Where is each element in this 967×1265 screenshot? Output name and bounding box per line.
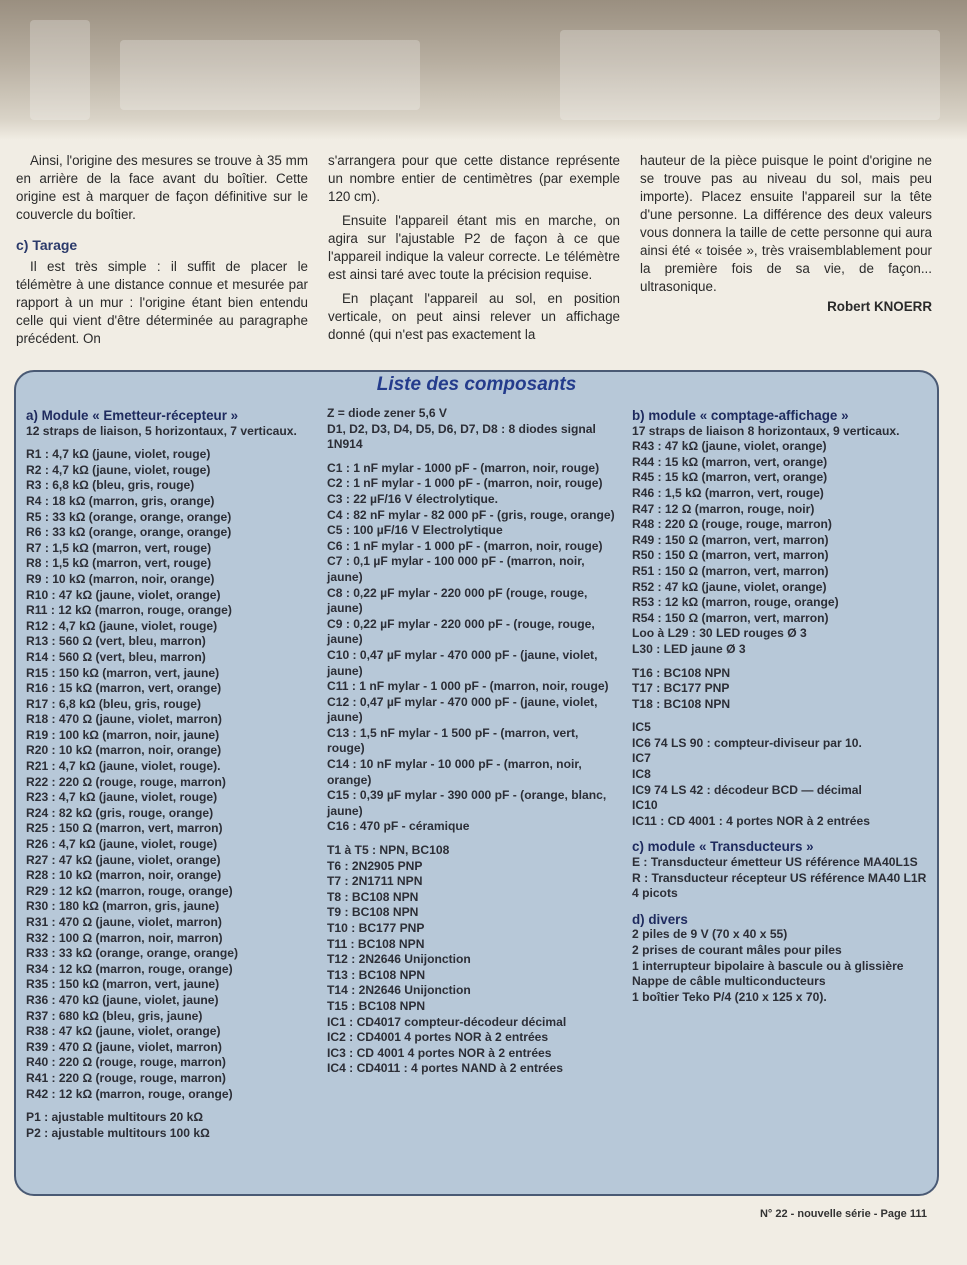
- component-line: R1 : 4,7 kΩ (jaune, violet, rouge): [26, 447, 211, 462]
- article-column-3: [640, 152, 932, 316]
- component-line: 1 interrupteur bipolaire à bascule ou à glissière: [632, 958, 904, 973]
- component-line: IC8: [632, 767, 651, 782]
- component-line: T15 : BC108 NPN: [327, 998, 426, 1013]
- component-line: Z = diode zener 5,6 V: [327, 406, 447, 420]
- component-line: R25 : 150 Ω (marron, vert, marron): [26, 821, 223, 836]
- author: Robert KNOERR: [827, 299, 932, 314]
- component-line: T11 : BC108 NPN: [327, 936, 425, 951]
- component-line: R46 : 1,5 kΩ (marron, vert, rouge): [632, 485, 824, 500]
- component-line: R50 : 150 Ω (marron, vert, marron): [632, 548, 829, 563]
- component-line: IC5: [632, 720, 651, 735]
- component-line: R45 : 15 kΩ (marron, vert, orange): [632, 470, 828, 485]
- component-line: 2 piles de 9 V (70 x 40 x 55): [632, 927, 788, 942]
- spacer: [26, 439, 311, 447]
- component-line: R28 : 10 kΩ (marron, noir, orange): [26, 868, 222, 883]
- component-line: T8 : BC108 NPN: [327, 889, 419, 904]
- component-line: R39 : 470 Ω (jaune, violet, marron): [26, 1039, 222, 1054]
- component-line: C5 : 100 µF/16 V Electrolytique: [327, 523, 503, 538]
- paragraph: hauteur de la pièce puisque le point d'origine ne se trouve pas au niveau du sol, mais peu importe). Placez ensuite l'appareil sur la tête d'une personne. La différence des deux valeurs vous donnera la taille de cette personne qui aura ainsi été « toisée », très vraisemblablement pour la première fois de sa vie, de façon... ultrasonique.: [640, 153, 932, 294]
- component-line: R47 : 12 Ω (marron, rouge, noir): [632, 501, 815, 516]
- component-line: R54 : 150 Ω (marron, vert, marron): [632, 610, 829, 625]
- component-line: R34 : 12 kΩ (marron, rouge, orange): [26, 961, 233, 976]
- component-line: P1 : ajustable multitours 20 kΩ: [26, 1110, 204, 1125]
- article-column-1: [16, 152, 308, 348]
- component-line: R16 : 15 kΩ (marron, vert, orange): [26, 681, 222, 696]
- component-line: R41 : 220 Ω (rouge, rouge, marron): [26, 1070, 226, 1085]
- component-line: Loo à L29 : 30 LED rouges Ø 3: [632, 626, 807, 641]
- component-line: R8 : 1,5 kΩ (marron, vert, rouge): [26, 556, 212, 571]
- component-line: IC4 : CD4011 : 4 portes NAND à 2 entrées: [327, 1061, 563, 1076]
- section-heading: d) divers: [632, 911, 688, 927]
- component-line: R10 : 47 kΩ (jaune, violet, orange): [26, 587, 221, 602]
- component-line: C7 : 0,1 µF mylar - 100 000 pF - (marron, noir, jaune): [327, 554, 585, 584]
- component-line: D1, D2, D3, D4, D5, D6, D7, D8 : 8 diodes signal 1N914: [327, 421, 596, 452]
- spacer: [632, 658, 928, 666]
- component-line: R5 : 33 kΩ (orange, orange, orange): [26, 509, 232, 524]
- component-line: R3 : 6,8 kΩ (bleu, gris, rouge): [26, 478, 195, 493]
- page-footer: N° 22 - nouvelle série - Page 111: [759, 1208, 927, 1220]
- component-line: R43 : 47 kΩ (jaune, violet, orange): [632, 439, 827, 454]
- component-line: T10 : BC177 PNP: [327, 921, 425, 935]
- component-line: T7 : 2N1711 NPN: [327, 874, 423, 889]
- component-line: C15 : 0,39 µF mylar - 390 000 pF - (orange, blanc, jaune): [327, 788, 607, 818]
- component-line: R : Transducteur récepteur US référence MA40 L1R: [632, 870, 927, 885]
- component-line: T13 : BC108 NPN: [327, 967, 426, 982]
- component-line: R27 : 47 kΩ (jaune, violet, orange): [26, 852, 221, 867]
- component-line: IC2 : CD4001 4 portes NOR à 2 entrées: [327, 1030, 549, 1045]
- component-line: R42 : 12 kΩ (marron, rouge, orange): [26, 1086, 233, 1101]
- component-line: C1 : 1 nF mylar - 1000 pF - (marron, noir, rouge): [327, 460, 600, 475]
- component-line: R22 : 220 Ω (rouge, rouge, marron): [26, 774, 226, 789]
- component-list: [327, 406, 619, 1077]
- component-line: C14 : 10 nF mylar - 10 000 pF - (marron, noir, orange): [327, 757, 582, 787]
- component-line: C9 : 0,22 µF mylar - 220 000 pF - (rouge, rouge, jaune): [327, 616, 595, 647]
- components-panel: [14, 370, 939, 1196]
- component-line: T12 : 2N2646 Unijonction: [327, 952, 471, 967]
- component-line: 1 boîtier Teko P/4 (210 x 125 x 70).: [632, 989, 827, 1004]
- component-line: T16 : BC108 NPN: [632, 665, 731, 680]
- component-line: C8 : 0,22 µF mylar - 220 000 pF (rouge, rouge, jaune): [327, 585, 588, 616]
- component-list: [632, 424, 928, 830]
- component-line: T9 : BC108 NPN: [327, 905, 419, 920]
- component-line: R29 : 12 kΩ (marron, rouge, orange): [26, 883, 233, 898]
- component-line: R53 : 12 kΩ (marron, rouge, orange): [632, 595, 839, 610]
- component-line: R36 : 470 kΩ (jaune, violet, jaune): [26, 992, 219, 1007]
- component-line: R21 : 4,7 kΩ (jaune, violet, rouge).: [26, 759, 221, 774]
- component-line: C16 : 470 pF - céramique: [327, 819, 470, 834]
- component-line: R4 : 18 kΩ (marron, gris, orange): [26, 493, 215, 508]
- component-line: T1 à T5 : NPN, BC108: [327, 843, 450, 858]
- top-photo: [0, 0, 967, 140]
- component-line: R18 : 470 Ω (jaune, violet, marron): [26, 712, 222, 727]
- section-heading: c) Tarage: [16, 237, 78, 253]
- component-line: IC3 : CD 4001 4 portes NOR à 2 entrées: [327, 1045, 552, 1060]
- component-line: R51 : 150 Ω (marron, vert, marron): [632, 563, 829, 578]
- component-line: IC7: [632, 751, 651, 766]
- component-line: R38 : 47 kΩ (jaune, violet, orange): [26, 1024, 221, 1039]
- component-line: T6 : 2N2905 PNP: [327, 858, 423, 873]
- component-line: R40 : 220 Ω (rouge, rouge, marron): [26, 1055, 226, 1070]
- component-line: C2 : 1 nF mylar - 1 000 pF - (marron, noir, rouge): [327, 476, 603, 491]
- component-line: R19 : 100 kΩ (marron, noir, jaune): [26, 727, 220, 742]
- component-line: IC6 74 LS 90 : compteur-diviseur par 10.: [632, 735, 862, 750]
- section-heading: a) Module « Emetteur-récepteur »: [26, 408, 239, 423]
- component-line: R30 : 180 kΩ (marron, gris, jaune): [26, 899, 220, 914]
- component-line: IC11 : CD 4001 : 4 portes NOR à 2 entrées: [632, 813, 870, 828]
- component-line: R7 : 1,5 kΩ (marron, vert, rouge): [26, 540, 212, 555]
- component-line: R48 : 220 Ω (rouge, rouge, marron): [632, 517, 832, 532]
- component-line: R32 : 100 Ω (marron, noir, marron): [26, 930, 223, 945]
- component-list: [632, 927, 928, 1005]
- paragraph: Ensuite l'appareil étant mis en marche, on agira sur l'ajustable P2 de façon à ce que l'appareil indique la valeur correcte. Le télémètre est ainsi taré avec toute la précision requise.: [328, 213, 620, 282]
- component-line: T14 : 2N2646 Unijonction: [327, 983, 471, 998]
- panel-column-3: [632, 406, 928, 1005]
- section-heading: b) module « comptage-affichage »: [632, 408, 849, 423]
- component-list: [632, 855, 928, 902]
- component-line: R11 : 12 kΩ (marron, rouge, orange): [26, 603, 232, 618]
- component-line: R52 : 47 kΩ (jaune, violet, orange): [632, 579, 827, 594]
- component-line: R6 : 33 kΩ (orange, orange, orange): [26, 525, 232, 540]
- component-line: R31 : 470 Ω (jaune, violet, marron): [26, 915, 222, 929]
- component-line: R13 : 560 Ω (vert, bleu, marron): [26, 634, 206, 649]
- component-line: R26 : 4,7 kΩ (jaune, violet, rouge): [26, 837, 218, 852]
- component-line: 2 prises de courant mâles pour piles: [632, 943, 842, 957]
- spacer: [327, 835, 619, 843]
- panel-column-2: [327, 406, 619, 1077]
- component-line: C13 : 1,5 nF mylar - 1 500 pF - (marron, vert, rouge): [327, 725, 579, 756]
- component-list: [26, 424, 311, 1142]
- spacer: [327, 453, 619, 461]
- article-column-2: [328, 152, 620, 344]
- component-line: C11 : 1 nF mylar - 1 000 pF - (marron, noir, rouge): [327, 679, 609, 694]
- component-line: E : Transducteur émetteur US référence MA40L1S: [632, 855, 918, 870]
- spacer: [26, 1102, 311, 1110]
- component-line: R23 : 4,7 kΩ (jaune, violet, rouge): [26, 790, 218, 805]
- component-line: IC1 : CD4017 compteur-décodeur décimal: [327, 1014, 567, 1029]
- component-line: L30 : LED jaune Ø 3: [632, 641, 746, 656]
- component-line: P2 : ajustable multitours 100 kΩ: [26, 1125, 210, 1140]
- component-line: C6 : 1 nF mylar - 1 000 pF - (marron, noir, rouge): [327, 538, 603, 553]
- spacer: [632, 712, 928, 720]
- component-line: T17 : BC177 PNP: [632, 681, 730, 696]
- component-line: 12 straps de liaison, 5 horizontaux, 7 verticaux.: [26, 423, 297, 438]
- component-line: 17 straps de liaison 8 horizontaux, 9 verticaux.: [632, 423, 900, 438]
- component-line: R14 : 560 Ω (vert, bleu, marron): [26, 649, 206, 664]
- component-line: R37 : 680 kΩ (bleu, gris, jaune): [26, 1008, 203, 1023]
- component-line: 4 picots: [632, 886, 678, 901]
- component-line: R49 : 150 Ω (marron, vert, marron): [632, 532, 829, 547]
- component-line: R9 : 10 kΩ (marron, noir, orange): [26, 571, 215, 586]
- component-line: R44 : 15 kΩ (marron, vert, orange): [632, 454, 828, 469]
- section-heading: c) module « Transducteurs »: [632, 839, 814, 855]
- paragraph: En plaçant l'appareil au sol, en position verticale, on peut ainsi relever un affichage donné (qui n'est pas exactement la: [328, 291, 620, 342]
- component-line: R17 : 6,8 kΩ (bleu, gris, rouge): [26, 696, 202, 711]
- component-line: C10 : 0,47 µF mylar - 470 000 pF - (jaune, violet, jaune): [327, 647, 598, 678]
- panel-title: Liste des composants: [376, 374, 577, 395]
- component-line: R2 : 4,7 kΩ (jaune, violet, rouge): [26, 462, 211, 477]
- component-line: T18 : BC108 NPN: [632, 696, 731, 711]
- component-line: C12 : 0,47 µF mylar - 470 000 pF - (jaune, violet, jaune): [327, 694, 598, 725]
- component-line: R35 : 150 kΩ (marron, vert, jaune): [26, 977, 220, 992]
- component-line: R33 : 33 kΩ (orange, orange, orange): [26, 946, 238, 961]
- paragraph: Ainsi, l'origine des mesures se trouve à 35 mm en arrière de la face avant du boîtier. Cette origine est à marquer de façon définitive sur le couvercle du boîtier.: [16, 153, 308, 222]
- paragraph: s'arrangera pour que cette distance représente un nombre entier de centimètres (par exemple 120 cm).: [328, 153, 620, 204]
- paragraph: Il est très simple : il suffit de placer le télémètre à une distance connue et mesurée par rapport à un mur : l'origine étant bien entendu celle qui vient d'être déterminée au paragraphe précédent. On: [16, 259, 308, 346]
- component-line: Nappe de câble multiconducteurs: [632, 974, 826, 989]
- component-line: IC9 74 LS 42 : décodeur BCD — décimal: [632, 782, 862, 797]
- component-line: R20 : 10 kΩ (marron, noir, orange): [26, 743, 222, 758]
- panel-column-1: [26, 406, 311, 1141]
- component-line: R24 : 82 kΩ (gris, rouge, orange): [26, 805, 214, 820]
- component-line: C4 : 82 nF mylar - 82 000 pF - (gris, rouge, orange): [327, 507, 615, 522]
- article-text: [16, 152, 936, 362]
- component-line: R15 : 150 kΩ (marron, vert, jaune): [26, 665, 220, 680]
- component-line: C3 : 22 µF/16 V électrolytique.: [327, 491, 498, 506]
- component-line: IC10: [632, 798, 658, 813]
- component-line: R12 : 4,7 kΩ (jaune, violet, rouge): [26, 618, 218, 633]
